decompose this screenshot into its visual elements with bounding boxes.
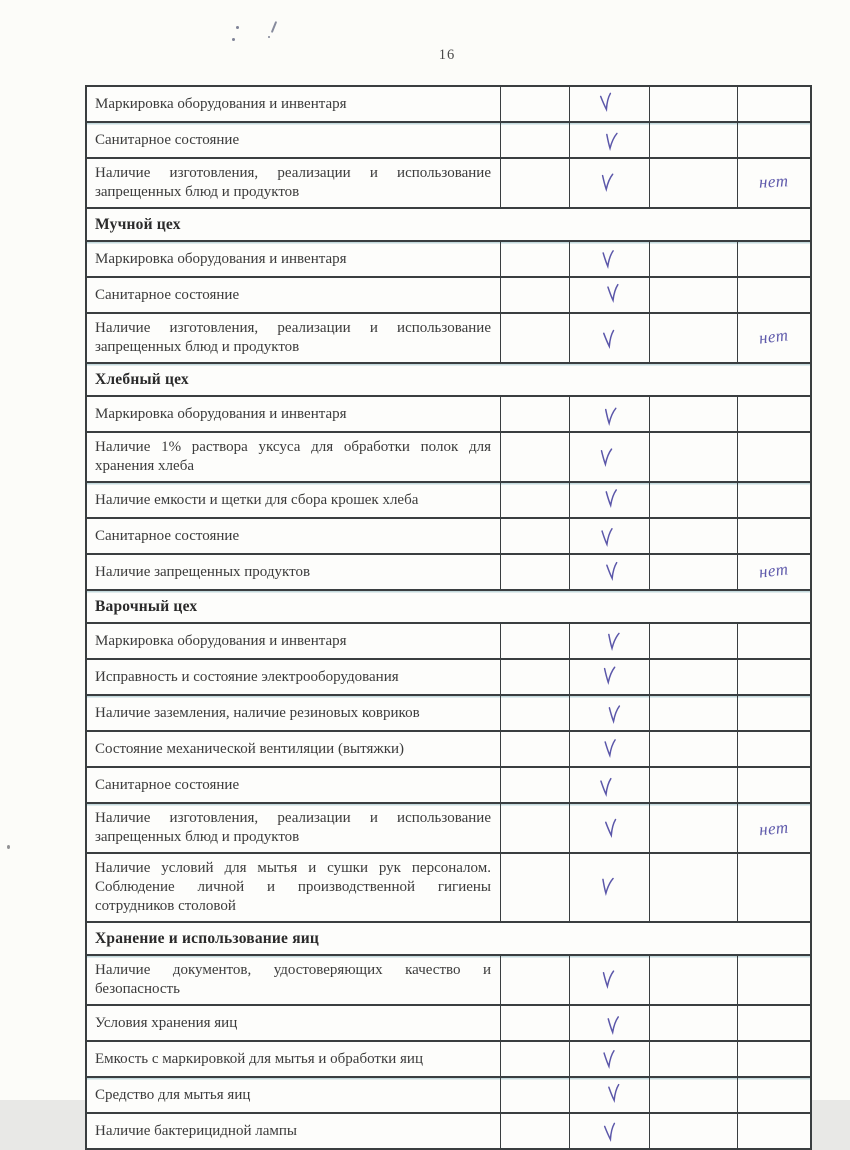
criterion-cell xyxy=(87,397,501,431)
note-cell xyxy=(738,433,810,481)
table-row xyxy=(87,123,810,159)
table-row xyxy=(87,854,810,923)
page-number: 16 xyxy=(438,47,456,63)
table-row xyxy=(87,483,810,519)
criterion-label: Наличие запрещенных продуктов xyxy=(95,563,311,580)
table-row xyxy=(87,87,810,123)
empty-cell xyxy=(501,314,570,362)
handwritten-note: нет xyxy=(757,559,790,582)
note-cell xyxy=(738,397,810,431)
section-header-row xyxy=(87,923,810,956)
checkmark-cell xyxy=(570,555,650,589)
checkmark-icon xyxy=(603,817,619,838)
table-row xyxy=(87,1078,810,1114)
empty-cell xyxy=(650,87,738,121)
section-header-row xyxy=(87,364,810,397)
criterion-label: Санитарное состояние xyxy=(95,527,240,544)
checkmark-icon xyxy=(604,488,618,508)
handwritten-note: нет xyxy=(758,171,790,192)
criterion-cell xyxy=(87,1078,501,1112)
note-cell xyxy=(738,854,810,921)
checkmark-icon xyxy=(606,1083,621,1104)
ink-mark xyxy=(236,26,239,29)
table-row xyxy=(87,555,810,591)
empty-cell xyxy=(650,123,738,157)
note-cell xyxy=(738,159,810,207)
empty-cell xyxy=(650,555,738,589)
checkmark-icon xyxy=(606,1015,620,1035)
empty-cell xyxy=(501,956,570,1004)
criterion-cell xyxy=(87,242,501,276)
empty-cell xyxy=(650,732,738,766)
empty-cell xyxy=(501,519,570,553)
table-row xyxy=(87,433,810,483)
checkmark-cell xyxy=(570,87,650,121)
note-cell xyxy=(738,519,810,553)
checkmark-icon xyxy=(604,561,619,582)
empty-cell xyxy=(501,1006,570,1040)
checkmark-cell xyxy=(570,242,650,276)
empty-cell xyxy=(650,433,738,481)
criterion-cell xyxy=(87,433,501,481)
checkmark-icon xyxy=(602,738,616,758)
criterion-label: Наличие заземления, наличие резиновых ковриков xyxy=(95,704,420,721)
empty-cell xyxy=(650,1114,738,1148)
empty-cell xyxy=(501,433,570,481)
table-row xyxy=(87,242,810,278)
criterion-label: Условия хранения яиц xyxy=(95,1014,238,1031)
criterion-label: Наличие условий для мытья и сушки рук персоналом. Соблюдение личной и производственной гигиены сотрудников столовой xyxy=(95,860,491,914)
section-title: Варочный цех xyxy=(95,597,198,615)
criterion-cell xyxy=(87,159,501,207)
table-row xyxy=(87,278,810,314)
criterion-label: Наличие документов, удостоверяющих качество и безопасность xyxy=(95,962,491,997)
checkmark-icon xyxy=(601,665,616,686)
criterion-cell xyxy=(87,87,501,121)
criterion-label: Емкость с маркировкой для мытья и обработки яиц xyxy=(95,1050,423,1067)
checkmark-icon xyxy=(602,406,617,427)
criterion-label: Санитарное состояние xyxy=(95,286,240,303)
checkmark-cell xyxy=(570,1114,650,1148)
empty-cell xyxy=(650,624,738,658)
empty-cell xyxy=(650,804,738,852)
empty-cell xyxy=(501,1114,570,1148)
table-row xyxy=(87,519,810,555)
empty-cell xyxy=(501,483,570,517)
section-header-row xyxy=(87,209,810,242)
checkmark-cell xyxy=(570,1042,650,1076)
table-row xyxy=(87,696,810,732)
empty-cell xyxy=(501,624,570,658)
table-row xyxy=(87,1042,810,1078)
checkmark-icon xyxy=(599,172,614,193)
empty-cell xyxy=(650,397,738,431)
table-row xyxy=(87,1114,810,1150)
note-cell xyxy=(738,660,810,694)
empty-cell xyxy=(650,768,738,802)
criterion-cell xyxy=(87,696,501,730)
criterion-cell xyxy=(87,278,501,312)
section-header-row xyxy=(87,591,810,624)
checkmark-icon xyxy=(598,777,613,798)
criterion-label: Санитарное состояние xyxy=(95,776,240,793)
ink-mark xyxy=(232,38,235,41)
empty-cell xyxy=(650,1042,738,1076)
section-title: Хранение и использование яиц xyxy=(95,929,320,947)
empty-cell xyxy=(501,768,570,802)
criterion-label: Исправность и состояние электрооборудования xyxy=(95,668,399,685)
empty-cell xyxy=(501,732,570,766)
empty-cell xyxy=(650,519,738,553)
criterion-label: Состояние механической вентиляции (вытяжки) xyxy=(95,740,405,757)
empty-cell xyxy=(501,242,570,276)
note-cell xyxy=(738,956,810,1004)
empty-cell xyxy=(650,278,738,312)
empty-cell xyxy=(650,696,738,730)
empty-cell xyxy=(501,1042,570,1076)
table-row xyxy=(87,397,810,433)
empty-cell xyxy=(501,854,570,921)
ink-mark xyxy=(271,21,277,33)
note-cell xyxy=(738,1042,810,1076)
checkmark-cell xyxy=(570,624,650,658)
empty-cell xyxy=(501,397,570,431)
criterion-label: Наличие изготовления, реализации и использование запрещенных блюд и продуктов xyxy=(95,320,491,355)
note-cell xyxy=(738,804,810,852)
criterion-label: Наличие изготовления, реализации и использование запрещенных блюд и продуктов xyxy=(95,165,491,200)
criterion-cell xyxy=(87,483,501,517)
inspection-checklist-table xyxy=(85,85,812,1150)
checkmark-icon xyxy=(600,969,615,989)
checkmark-icon xyxy=(605,283,620,304)
note-cell xyxy=(738,278,810,312)
checkmark-cell xyxy=(570,1006,650,1040)
table-row xyxy=(87,804,810,854)
table-row xyxy=(87,768,810,804)
checkmark-cell xyxy=(570,732,650,766)
table-row xyxy=(87,660,810,696)
checkmark-icon xyxy=(597,91,613,112)
criterion-label: Средство для мытья яиц xyxy=(95,1086,251,1103)
criterion-label: Наличие 1% раствора уксуса для обработки полок для хранения хлеба xyxy=(95,439,491,474)
criterion-cell xyxy=(87,314,501,362)
criterion-label: Маркировка оборудования и инвентаря xyxy=(95,405,347,422)
checkmark-cell xyxy=(570,696,650,730)
criterion-cell xyxy=(87,660,501,694)
note-cell xyxy=(738,555,810,589)
criterion-cell xyxy=(87,1114,501,1148)
empty-cell xyxy=(501,123,570,157)
criterion-label: Санитарное состояние xyxy=(95,131,240,148)
criterion-label: Маркировка оборудования и инвентаря xyxy=(95,95,347,112)
note-cell xyxy=(738,314,810,362)
empty-cell xyxy=(650,1078,738,1112)
handwritten-note: нет xyxy=(758,817,790,840)
section-title: Хлебный цех xyxy=(95,370,189,388)
table-row xyxy=(87,1006,810,1042)
criterion-label: Наличие изготовления, реализации и использование запрещенных блюд и продуктов xyxy=(95,810,491,845)
note-cell xyxy=(738,624,810,658)
checkmark-icon xyxy=(603,130,619,151)
note-cell xyxy=(738,696,810,730)
checkmark-cell xyxy=(570,854,650,921)
note-cell xyxy=(738,123,810,157)
checkmark-icon xyxy=(605,630,621,651)
scan-speck xyxy=(7,845,10,849)
empty-cell xyxy=(650,854,738,921)
handwritten-note: нет xyxy=(757,325,790,348)
section-title: Мучной цех xyxy=(95,215,181,233)
checkmark-cell xyxy=(570,804,650,852)
criterion-cell xyxy=(87,519,501,553)
criterion-label: Наличие емкости и щетки для сбора крошек хлеба xyxy=(95,491,419,508)
criterion-label: Маркировка оборудования и инвентаря xyxy=(95,632,347,649)
checkmark-cell xyxy=(570,483,650,517)
checkmark-cell xyxy=(570,519,650,553)
criterion-label: Маркировка оборудования и инвентаря xyxy=(95,250,347,267)
checkmark-cell xyxy=(570,278,650,312)
empty-cell xyxy=(650,660,738,694)
note-cell xyxy=(738,1078,810,1112)
empty-cell xyxy=(501,804,570,852)
empty-cell xyxy=(501,555,570,589)
empty-cell xyxy=(501,278,570,312)
checkmark-cell xyxy=(570,159,650,207)
checkmark-cell xyxy=(570,1078,650,1112)
checkmark-cell xyxy=(570,433,650,481)
empty-cell xyxy=(501,159,570,207)
criterion-cell xyxy=(87,1042,501,1076)
empty-cell xyxy=(650,314,738,362)
criterion-label: Наличие бактерицидной лампы xyxy=(95,1122,297,1139)
note-cell xyxy=(738,242,810,276)
note-cell xyxy=(738,87,810,121)
empty-cell xyxy=(501,660,570,694)
checkmark-icon xyxy=(601,1121,617,1142)
table-row xyxy=(87,956,810,1006)
empty-cell xyxy=(501,1078,570,1112)
checkmark-icon xyxy=(600,249,614,269)
criterion-cell xyxy=(87,768,501,802)
criterion-cell xyxy=(87,624,501,658)
criterion-cell xyxy=(87,123,501,157)
checkmark-icon xyxy=(601,328,617,349)
empty-cell xyxy=(501,87,570,121)
ink-mark xyxy=(268,36,270,38)
empty-cell xyxy=(650,956,738,1004)
checkmark-cell xyxy=(570,956,650,1004)
table-row xyxy=(87,314,810,364)
criterion-cell xyxy=(87,956,501,1004)
criterion-cell xyxy=(87,555,501,589)
empty-cell xyxy=(650,1006,738,1040)
table-row xyxy=(87,624,810,660)
checkmark-cell xyxy=(570,123,650,157)
checkmark-icon xyxy=(606,704,620,724)
checkmark-icon xyxy=(599,527,614,547)
note-cell xyxy=(738,1114,810,1148)
checkmark-cell xyxy=(570,314,650,362)
criterion-cell xyxy=(87,732,501,766)
criterion-cell xyxy=(87,1006,501,1040)
note-cell xyxy=(738,1006,810,1040)
checkmark-icon xyxy=(601,1049,616,1069)
checkmark-cell xyxy=(570,660,650,694)
checkmark-cell xyxy=(570,768,650,802)
checkmark-cell xyxy=(570,397,650,431)
note-cell xyxy=(738,768,810,802)
empty-cell xyxy=(650,483,738,517)
empty-cell xyxy=(501,696,570,730)
note-cell xyxy=(738,732,810,766)
table-row xyxy=(87,732,810,768)
note-cell xyxy=(738,483,810,517)
criterion-cell xyxy=(87,854,501,921)
table-row xyxy=(87,159,810,209)
checkmark-icon xyxy=(598,447,613,467)
empty-cell xyxy=(650,242,738,276)
criterion-cell xyxy=(87,804,501,852)
checkmark-icon xyxy=(598,875,614,896)
empty-cell xyxy=(650,159,738,207)
